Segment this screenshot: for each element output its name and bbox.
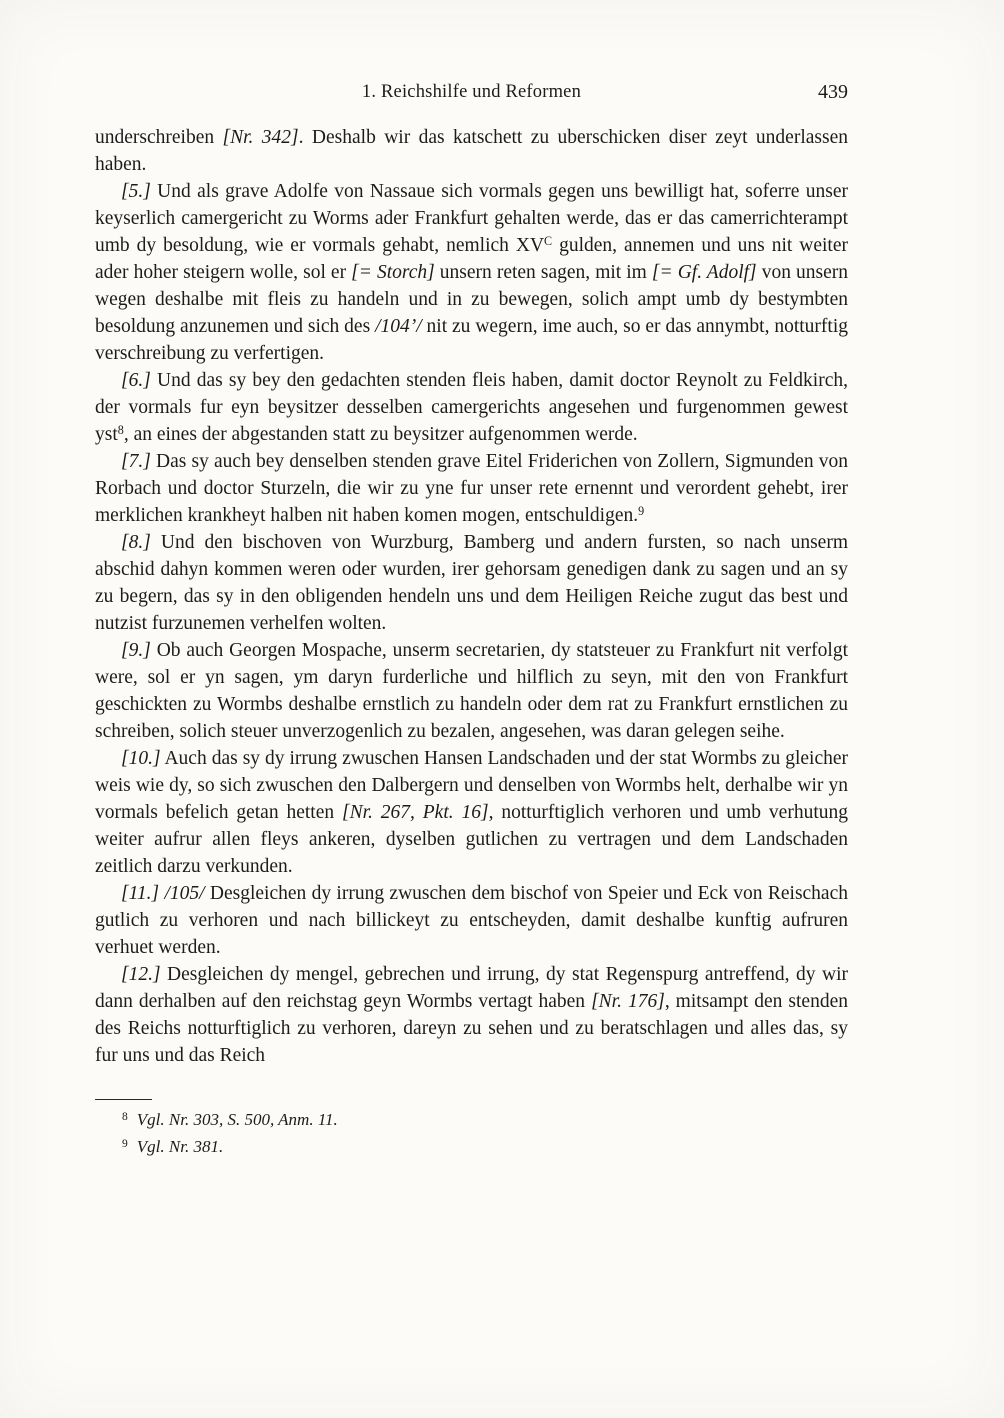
text-segment: [= Gf. Adolf] — [651, 262, 757, 283]
text-segment: /105/ — [164, 883, 205, 904]
text-segment: , an eines der abgestanden statt zu beysitzer aufgenommen werde. — [123, 424, 638, 445]
text-segment: Und das sy bey den gedachten stenden fleis haben, damit doctor Reynolt zu Feldkirch, der vormals fur eyn beysitzer desselben camergerichts angesehen und furgenommen gewest yst — [95, 370, 848, 445]
paragraph — [95, 367, 848, 448]
paragraph — [95, 448, 848, 529]
paragraph — [95, 529, 848, 637]
footnote-text: Vgl. Nr. 303, S. 500, Anm. 11. — [136, 1110, 338, 1129]
text-segment: 9 — [638, 503, 645, 518]
footnote-rule — [95, 1099, 152, 1100]
text-segment: Und den bischoven von Wurzburg, Bamberg und andern fursten, so nach unserm abschid dahyn kommen weren oder wurden, irer gehorsam genedigen dank zu sagen und an sy zu begern, das sy in den obligenden hendeln uns und dem Heiligen Reiche zugut das best und nutzist furzunemen verhelfen wolten. — [95, 532, 848, 634]
text-segment: , notturftiglich verhoren und umb verhutung weiter aufrur allen fleys ankeren, dyselben gutlichen zu vertragen und dem Landschaden zeitlich darzu verkunden. — [95, 802, 848, 877]
paragraph — [95, 178, 848, 367]
text-segment: nit zu wegern, ime auch, so er das annymbt, notturftig verschreibung zu verfertigen. — [95, 316, 848, 364]
footnote-list — [95, 1107, 848, 1161]
text-segment: [8.] — [121, 532, 151, 553]
text-segment: Und als grave Adolfe von Nassaue sich vormals gegen uns bewilligt hat, soferre unser keyserlich camergericht zu Worms ader Frankfurt gehalten werde, das er das camerrichterampt umb dy besoldung, wie er vormals gehabt, nemlich XV — [95, 181, 848, 256]
running-title: 1. Reichshilfe und Reformen — [361, 82, 582, 102]
text-segment: Ob auch Georgen Mospache, unserm secretarien, dy statsteuer zu Frankfurt nit verfolgt were, sol er yn sagen, ym daryn furderliche und hilflich zu seyn, mit den von Frankfurt geschickten zu Wormbs deshalbe ernstlich zu handeln oder dem rat zu Frankfurt ernstlichen zu schreiben, solich steuer unverzogenlich zu bezalen, angesehen, was daran gelegen seihe. — [95, 640, 848, 742]
text-segment: unsern reten sagen, mit im — [434, 262, 652, 283]
paragraph — [95, 880, 848, 961]
page-number: 439 — [818, 81, 848, 103]
page-header — [95, 78, 848, 106]
text-segment: . Deshalb wir das katschett zu uberschicken diser zeyt underlassen haben. — [95, 127, 848, 175]
text-segment: underschreiben — [95, 127, 223, 148]
footnote — [95, 1134, 848, 1161]
text-segment: , mitsampt den stenden des Reichs notturftiglich zu verhoren, dareyn zu sehen und zu beratschlagen und alles das, sy fur uns und das Reich — [95, 991, 848, 1066]
text-segment: [= Storch] — [351, 262, 435, 283]
text-segment: [9.] — [121, 640, 151, 661]
paragraph — [95, 961, 848, 1069]
paragraph — [95, 124, 848, 178]
text-segment: Das sy auch bey denselben stenden grave Eitel Friderichen von Zollern, Sigmunden von Rorbach und doctor Sturzeln, die wir zu yne fur unser rete ernennt und verordent gehebt, irer merklichen krankheyt halben nit haben komen mogen, entschuldigen. — [95, 451, 848, 526]
text-segment: Desgleichen dy irrung zwuschen dem bischof von Speier und Eck von Reischach gutlich zu verhoren und nach billickeyt zu entscheyden, damit deshalbe kunftig aufruren verhuet werden. — [95, 883, 848, 958]
text-segment: /104’/ — [375, 316, 422, 337]
text-segment: von unsern wegen deshalbe mit fleis zu handeln und in zu bewegen, solich ampt umb dy bestymbten besoldung anzunemen und sich des — [95, 262, 848, 337]
text-segment: [7.] — [121, 451, 151, 472]
text-segment: Desgleichen dy mengel, gebrechen und irrung, dy stat Regenspurg antreffend, dy wir dann derhalben auf den reichstag geyn Wormbs vertagt haben — [95, 964, 848, 1012]
footnote-marker: 8 — [122, 1109, 128, 1123]
text-segment: C — [544, 233, 553, 248]
paragraph — [95, 745, 848, 880]
text-segment: [12.] — [121, 964, 161, 985]
text-segment: [Nr. 176] — [591, 991, 665, 1012]
text-segment: [10.] — [121, 748, 161, 769]
paragraph — [95, 637, 848, 745]
text-segment: Auch das sy dy irrung zwuschen Hansen Landschaden und der stat Wormbs zu gleicher weis wie dy, so sich zwuschen den Dalbergern und denselben von Wormbs helt, derhalbe wir yn vormals befelich getan hetten — [95, 748, 848, 823]
text-segment: [Nr. 342] — [222, 127, 299, 148]
text-segment: [Nr. 267, Pkt. 16] — [341, 802, 489, 823]
footnote-text: Vgl. Nr. 381. — [136, 1137, 224, 1156]
body-text — [95, 124, 848, 1069]
text-segment: [5.] — [121, 181, 151, 202]
text-segment: 8 — [117, 422, 124, 437]
footnote — [95, 1107, 848, 1134]
text-segment: gulden, annemen und uns nit weiter ader hoher steigern wolle, sol er — [95, 235, 848, 283]
footnote-section — [95, 1099, 848, 1161]
footnote-marker: 9 — [122, 1136, 128, 1150]
text-segment: [6.] — [121, 370, 151, 391]
text-segment: [11.] — [121, 883, 160, 904]
